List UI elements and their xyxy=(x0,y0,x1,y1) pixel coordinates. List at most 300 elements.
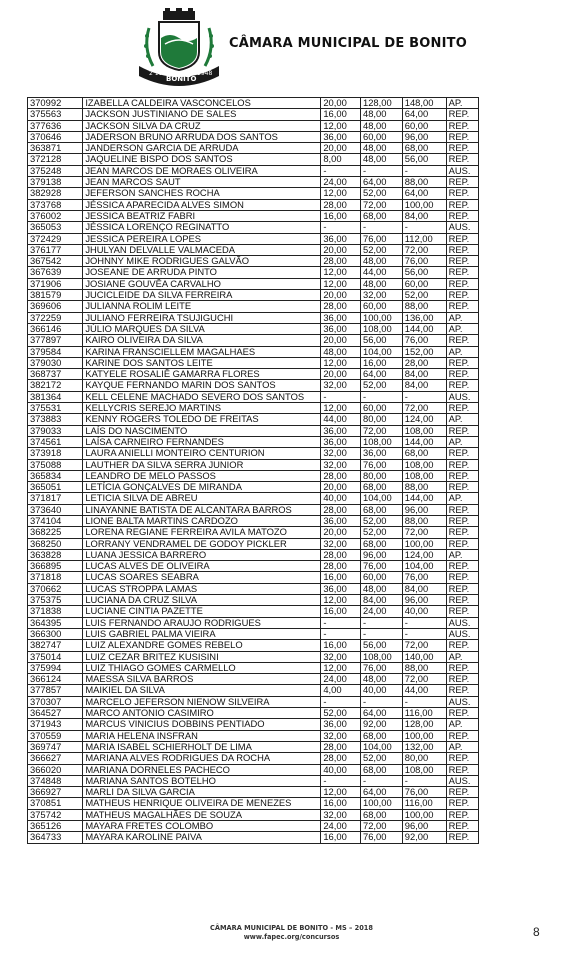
cell-total: 108,00 xyxy=(402,470,446,481)
cell-score-1: 12,00 xyxy=(321,357,361,368)
cell-score-1: 32,00 xyxy=(321,730,361,741)
cell-code: 371817 xyxy=(28,493,83,504)
cell-status: AP. xyxy=(446,414,478,425)
table-row xyxy=(28,120,479,131)
cell-name: JESSICA PEREIRA LOPES xyxy=(83,233,321,244)
cell-score-1: 12,00 xyxy=(321,278,361,289)
table-row xyxy=(28,346,479,357)
organization-title: CÂMARA MUNICIPAL DE BONITO xyxy=(229,36,467,51)
cell-total: 76,00 xyxy=(402,335,446,346)
table-row xyxy=(28,425,479,436)
cell-status: REP. xyxy=(446,403,478,414)
cell-score-1: 8,00 xyxy=(321,154,361,165)
table-row xyxy=(28,301,479,312)
cell-score-1: 16,00 xyxy=(321,572,361,583)
cell-status: AP. xyxy=(446,549,478,560)
cell-score-1: 20,00 xyxy=(321,290,361,301)
cell-code: 370662 xyxy=(28,583,83,594)
cell-status: REP. xyxy=(446,448,478,459)
cell-score-2: 48,00 xyxy=(361,154,403,165)
cell-name: MATHEUS MAGALHÃES DE SOUZA xyxy=(83,809,321,820)
cell-code: 364527 xyxy=(28,708,83,719)
cell-total: 100,00 xyxy=(402,538,446,549)
table-row xyxy=(28,165,479,176)
cell-score-1: 4,00 xyxy=(321,685,361,696)
cell-total: 88,00 xyxy=(402,482,446,493)
cell-total: 100,00 xyxy=(402,199,446,210)
cell-total: 88,00 xyxy=(402,662,446,673)
cell-code: 370851 xyxy=(28,798,83,809)
cell-status: AP. xyxy=(446,436,478,447)
cell-code: 375375 xyxy=(28,595,83,606)
cell-status: REP. xyxy=(446,233,478,244)
cell-score-1: 24,00 xyxy=(321,821,361,832)
cell-total: 144,00 xyxy=(402,436,446,447)
cell-code: 365051 xyxy=(28,482,83,493)
cell-score-2: 68,00 xyxy=(361,504,403,515)
cell-score-2: 60,00 xyxy=(361,301,403,312)
cell-name: JESSICA BEATRIZ FABRI xyxy=(83,210,321,221)
cell-status: REP. xyxy=(446,787,478,798)
cell-status: REP. xyxy=(446,143,478,154)
cell-code: 369606 xyxy=(28,301,83,312)
cell-score-2: 76,00 xyxy=(361,662,403,673)
cell-name: MAYARA FRETES COLOMBO xyxy=(83,821,321,832)
cell-score-2: 64,00 xyxy=(361,177,403,188)
cell-score-1: 36,00 xyxy=(321,233,361,244)
cell-score-1: 20,00 xyxy=(321,335,361,346)
table-row xyxy=(28,177,479,188)
cell-name: KAIRO OLIVEIRA DA SILVA xyxy=(83,335,321,346)
table-row xyxy=(28,527,479,538)
cell-score-1: 32,00 xyxy=(321,809,361,820)
cell-name: LUCAS SOARES SEABRA xyxy=(83,572,321,583)
cell-status: REP. xyxy=(446,120,478,131)
table-row xyxy=(28,606,479,617)
cell-code: 376002 xyxy=(28,210,83,221)
cell-score-2: 60,00 xyxy=(361,131,403,142)
cell-total: 64,00 xyxy=(402,188,446,199)
table-row xyxy=(28,222,479,233)
cell-code: 371943 xyxy=(28,719,83,730)
cell-score-2: 104,00 xyxy=(361,741,403,752)
cell-score-2: 68,00 xyxy=(361,482,403,493)
cell-score-1: 36,00 xyxy=(321,515,361,526)
cell-code: 375248 xyxy=(28,165,83,176)
cell-status: REP. xyxy=(446,290,478,301)
table-row xyxy=(28,244,479,255)
cell-total: 92,00 xyxy=(402,832,446,843)
cell-name: MARIANA SANTOS BOTELHO xyxy=(83,775,321,786)
table-row xyxy=(28,256,479,267)
cell-score-2: 48,00 xyxy=(361,143,403,154)
cell-status: REP. xyxy=(446,798,478,809)
cell-total: 40,00 xyxy=(402,606,446,617)
table-row xyxy=(28,109,479,120)
table-row xyxy=(28,233,479,244)
cell-code: 381364 xyxy=(28,391,83,402)
cell-name: JÉSSICA APARECIDA ALVES SIMON xyxy=(83,199,321,210)
cell-code: 370559 xyxy=(28,730,83,741)
cell-score-1: 16,00 xyxy=(321,640,361,651)
cell-score-1: 24,00 xyxy=(321,674,361,685)
cell-status: REP. xyxy=(446,131,478,142)
cell-name: JEAN MARCOS SAUT xyxy=(83,177,321,188)
table-row xyxy=(28,199,479,210)
cell-score-2: - xyxy=(361,165,403,176)
table-row xyxy=(28,504,479,515)
cell-code: 371906 xyxy=(28,278,83,289)
cell-code: 367542 xyxy=(28,256,83,267)
cell-score-2: 48,00 xyxy=(361,583,403,594)
cell-code: 374104 xyxy=(28,515,83,526)
cell-name: IZABELLA CALDEIRA VASCONCELOS xyxy=(83,98,321,109)
cell-total: - xyxy=(402,628,446,639)
cell-score-2: 52,00 xyxy=(361,753,403,764)
cell-name: JAQUELINE BISPO DOS SANTOS xyxy=(83,154,321,165)
cell-score-1: 12,00 xyxy=(321,787,361,798)
municipal-coat-of-arms-icon xyxy=(135,8,223,86)
cell-code: 371838 xyxy=(28,606,83,617)
cell-code: 375742 xyxy=(28,809,83,820)
cell-code: 368250 xyxy=(28,538,83,549)
cell-name: LUIS FERNANDO ARAUJO RODRIGUES xyxy=(83,617,321,628)
cell-score-2: 44,00 xyxy=(361,267,403,278)
cell-name: JÚLIO MARQUES DA SILVA xyxy=(83,323,321,334)
cell-score-1: - xyxy=(321,775,361,786)
cell-score-2: 36,00 xyxy=(361,448,403,459)
cell-name: LUIS GABRIEL PALMA VIEIRA xyxy=(83,628,321,639)
cell-name: MARIA HELENA INSFRAN xyxy=(83,730,321,741)
footer-url: www.fapec.org/concursos xyxy=(243,933,340,941)
cell-name: LORENA REGIANE FERREIRA AVILA MATOZO xyxy=(83,527,321,538)
cell-name: LUCIANE CINTIA PAZETTE xyxy=(83,606,321,617)
cell-status: REP. xyxy=(446,301,478,312)
cell-score-2: 48,00 xyxy=(361,674,403,685)
table-row xyxy=(28,323,479,334)
cell-score-2: 40,00 xyxy=(361,685,403,696)
cell-score-1: 12,00 xyxy=(321,403,361,414)
cell-status: REP. xyxy=(446,177,478,188)
cell-code: 365053 xyxy=(28,222,83,233)
cell-score-2: 108,00 xyxy=(361,436,403,447)
cell-score-2: 76,00 xyxy=(361,233,403,244)
table-row xyxy=(28,595,479,606)
cell-status: REP. xyxy=(446,369,478,380)
cell-name: LAÍS DO NASCIMENTO xyxy=(83,425,321,436)
cell-score-2: 68,00 xyxy=(361,210,403,221)
cell-score-2: 108,00 xyxy=(361,651,403,662)
cell-total: 128,00 xyxy=(402,719,446,730)
cell-code: 373640 xyxy=(28,504,83,515)
cell-total: 84,00 xyxy=(402,369,446,380)
cell-code: 375531 xyxy=(28,403,83,414)
cell-name: KAYQUE FERNANDO MARIN DOS SANTOS xyxy=(83,380,321,391)
cell-score-1: 36,00 xyxy=(321,425,361,436)
cell-status: REP. xyxy=(446,154,478,165)
cell-total: 68,00 xyxy=(402,448,446,459)
cell-code: 371818 xyxy=(28,572,83,583)
cell-score-1: 12,00 xyxy=(321,662,361,673)
cell-code: 366927 xyxy=(28,787,83,798)
cell-total: 72,00 xyxy=(402,527,446,538)
table-body xyxy=(28,98,479,844)
cell-score-1: 32,00 xyxy=(321,459,361,470)
cell-status: REP. xyxy=(446,640,478,651)
cell-status: REP. xyxy=(446,357,478,368)
cell-code: 373918 xyxy=(28,448,83,459)
cell-code: 366146 xyxy=(28,323,83,334)
table-row xyxy=(28,685,479,696)
cell-name: LAURA ANIELLI MONTEIRO CENTURION xyxy=(83,448,321,459)
table-row xyxy=(28,154,479,165)
table-row xyxy=(28,572,479,583)
cell-status: REP. xyxy=(446,482,478,493)
cell-status: REP. xyxy=(446,199,478,210)
cell-total: 60,00 xyxy=(402,278,446,289)
cell-total: 124,00 xyxy=(402,414,446,425)
cell-total: 84,00 xyxy=(402,380,446,391)
cell-score-1: 32,00 xyxy=(321,538,361,549)
cell-name: KARINA FRANSCIELLEM MAGALHAES xyxy=(83,346,321,357)
cell-score-2: 76,00 xyxy=(361,459,403,470)
table-row xyxy=(28,674,479,685)
cell-score-2: 64,00 xyxy=(361,708,403,719)
cell-total: 68,00 xyxy=(402,143,446,154)
logo-city-name: BONITO xyxy=(166,75,197,83)
cell-score-1: 28,00 xyxy=(321,504,361,515)
cell-status: REP. xyxy=(446,244,478,255)
cell-status: AUS. xyxy=(446,165,478,176)
cell-total: 96,00 xyxy=(402,504,446,515)
cell-code: 375994 xyxy=(28,662,83,673)
cell-code: 373883 xyxy=(28,414,83,425)
cell-code: 381579 xyxy=(28,290,83,301)
cell-total: 76,00 xyxy=(402,572,446,583)
cell-name: LIONE BALTA MARTINS CARDOZO xyxy=(83,515,321,526)
cell-status: AUS. xyxy=(446,617,478,628)
cell-name: JULIANNA ROLIM LEITE xyxy=(83,301,321,312)
cell-score-2: 52,00 xyxy=(361,244,403,255)
cell-score-1: 20,00 xyxy=(321,482,361,493)
table-row xyxy=(28,764,479,775)
cell-name: JACKSON SILVA DA CRUZ xyxy=(83,120,321,131)
cell-score-1: 20,00 xyxy=(321,244,361,255)
cell-total: 96,00 xyxy=(402,821,446,832)
table-row xyxy=(28,549,479,560)
cell-score-2: 64,00 xyxy=(361,369,403,380)
cell-score-2: 48,00 xyxy=(361,256,403,267)
table-row xyxy=(28,312,479,323)
cell-name: LINAYANNE BATISTA DE ALCANTARA BARROS xyxy=(83,504,321,515)
cell-name: KELLYCRIS SEREJO MARTINS xyxy=(83,403,321,414)
cell-status: REP. xyxy=(446,278,478,289)
footer-title: CÂMARA MUNICIPAL DE BONITO - MS – 2018 xyxy=(210,924,373,932)
cell-score-1: 48,00 xyxy=(321,346,361,357)
cell-score-2: 52,00 xyxy=(361,380,403,391)
table-row xyxy=(28,403,479,414)
cell-code: 379138 xyxy=(28,177,83,188)
cell-status: AP. xyxy=(446,719,478,730)
cell-score-2: 64,00 xyxy=(361,787,403,798)
cell-score-1: 32,00 xyxy=(321,380,361,391)
table-row xyxy=(28,628,479,639)
cell-score-2: 16,00 xyxy=(361,357,403,368)
cell-total: 132,00 xyxy=(402,741,446,752)
cell-code: 368225 xyxy=(28,527,83,538)
cell-score-1: - xyxy=(321,165,361,176)
table-row xyxy=(28,448,479,459)
cell-score-2: 56,00 xyxy=(361,335,403,346)
cell-score-2: 84,00 xyxy=(361,595,403,606)
cell-name: MARIANA DORNELES PACHECO xyxy=(83,764,321,775)
cell-name: LEANDRO DE MELO PASSOS xyxy=(83,470,321,481)
cell-code: 382928 xyxy=(28,188,83,199)
table-row xyxy=(28,775,479,786)
cell-code: 364395 xyxy=(28,617,83,628)
cell-name: JOHNNY MIKE RODRIGUES GALVÃO xyxy=(83,256,321,267)
cell-score-1: 36,00 xyxy=(321,323,361,334)
cell-status: AP. xyxy=(446,346,478,357)
cell-name: MARIA ISABEL SCHIERHOLT DE LIMA xyxy=(83,741,321,752)
table-row xyxy=(28,493,479,504)
cell-score-1: 16,00 xyxy=(321,798,361,809)
table-row xyxy=(28,482,479,493)
cell-total: - xyxy=(402,696,446,707)
cell-total: 56,00 xyxy=(402,154,446,165)
cell-score-1: 28,00 xyxy=(321,741,361,752)
cell-score-1: 44,00 xyxy=(321,414,361,425)
cell-status: AP. xyxy=(446,312,478,323)
table-row xyxy=(28,640,479,651)
cell-code: 379584 xyxy=(28,346,83,357)
cell-name: LETICIA SILVA DE ABREU xyxy=(83,493,321,504)
cell-code: 372429 xyxy=(28,233,83,244)
cell-score-1: - xyxy=(321,222,361,233)
table-row xyxy=(28,730,479,741)
cell-score-2: 52,00 xyxy=(361,188,403,199)
table-row xyxy=(28,459,479,470)
cell-score-2: 100,00 xyxy=(361,798,403,809)
cell-name: LAUTHER DA SILVA SERRA JUNIOR xyxy=(83,459,321,470)
cell-code: 377636 xyxy=(28,120,83,131)
table-row xyxy=(28,719,479,730)
cell-name: JEAN MARCOS DE MORAES OLIVEIRA xyxy=(83,165,321,176)
cell-name: JANDERSON GARCIA DE ARRUDA xyxy=(83,143,321,154)
cell-status: REP. xyxy=(446,210,478,221)
cell-name: KELL CELENE MACHADO SEVERO DOS SANTOS xyxy=(83,391,321,402)
cell-score-2: 48,00 xyxy=(361,109,403,120)
cell-name: MARCUS VINICIUS DOBBINS PENTIADO xyxy=(83,719,321,730)
cell-status: AUS. xyxy=(446,775,478,786)
cell-status: AP. xyxy=(446,493,478,504)
cell-score-2: 72,00 xyxy=(361,425,403,436)
cell-score-2: 104,00 xyxy=(361,493,403,504)
cell-status: REP. xyxy=(446,730,478,741)
table-row xyxy=(28,436,479,447)
cell-code: 370646 xyxy=(28,131,83,142)
cell-name: LORRANY VENDRAMEL DE GODOY PICKLER xyxy=(83,538,321,549)
cell-score-1: 36,00 xyxy=(321,719,361,730)
cell-code: 377897 xyxy=(28,335,83,346)
cell-code: 379030 xyxy=(28,357,83,368)
cell-name: KARINE DOS SANTOS LEITE xyxy=(83,357,321,368)
page-number: 8 xyxy=(533,925,540,939)
table-row xyxy=(28,131,479,142)
cell-score-2: 108,00 xyxy=(361,323,403,334)
cell-name: MAESSA SILVA BARROS xyxy=(83,674,321,685)
cell-score-2: 48,00 xyxy=(361,278,403,289)
page-footer xyxy=(0,924,583,942)
table-row xyxy=(28,708,479,719)
table-row xyxy=(28,290,479,301)
cell-total: - xyxy=(402,391,446,402)
cell-score-2: 80,00 xyxy=(361,414,403,425)
table-row xyxy=(28,741,479,752)
cell-total: 96,00 xyxy=(402,131,446,142)
cell-score-1: - xyxy=(321,628,361,639)
cell-score-1: - xyxy=(321,696,361,707)
cell-score-1: 12,00 xyxy=(321,267,361,278)
cell-score-1: 32,00 xyxy=(321,651,361,662)
cell-score-2: 52,00 xyxy=(361,515,403,526)
cell-score-1: 16,00 xyxy=(321,109,361,120)
cell-total: 108,00 xyxy=(402,459,446,470)
cell-score-2: - xyxy=(361,617,403,628)
cell-status: REP. xyxy=(446,109,478,120)
cell-score-2: - xyxy=(361,775,403,786)
table-row xyxy=(28,380,479,391)
cell-status: REP. xyxy=(446,685,478,696)
cell-status: REP. xyxy=(446,674,478,685)
table-row xyxy=(28,821,479,832)
cell-status: AP. xyxy=(446,741,478,752)
cell-name: LUANA JESSICA BARRERO xyxy=(83,549,321,560)
cell-total: 44,00 xyxy=(402,685,446,696)
cell-score-1: 28,00 xyxy=(321,256,361,267)
cell-status: AUS. xyxy=(446,628,478,639)
cell-code: 375014 xyxy=(28,651,83,662)
table-row xyxy=(28,798,479,809)
cell-total: 116,00 xyxy=(402,708,446,719)
cell-status: REP. xyxy=(446,595,478,606)
page-header xyxy=(0,0,583,90)
cell-status: REP. xyxy=(446,470,478,481)
cell-score-2: 60,00 xyxy=(361,403,403,414)
cell-status: REP. xyxy=(446,504,478,515)
cell-code: 379033 xyxy=(28,425,83,436)
cell-code: 367639 xyxy=(28,267,83,278)
cell-name: JUCICLEIDE DA SILVA FERREIRA xyxy=(83,290,321,301)
table-row xyxy=(28,787,479,798)
cell-name: JHULYAN DELVALLE VALMACEDA xyxy=(83,244,321,255)
cell-total: 108,00 xyxy=(402,425,446,436)
cell-name: KATYELE ROSALIÊ GAMARRA FLORES xyxy=(83,369,321,380)
cell-score-2: 68,00 xyxy=(361,764,403,775)
cell-status: AUS. xyxy=(446,222,478,233)
cell-total: 28,00 xyxy=(402,357,446,368)
cell-name: LUCIANA DA CRUZ SILVA xyxy=(83,595,321,606)
cell-code: 373768 xyxy=(28,199,83,210)
cell-name: JOSIANE GOUVÊA CARVALHO xyxy=(83,278,321,289)
cell-score-2: 80,00 xyxy=(361,470,403,481)
cell-code: 364733 xyxy=(28,832,83,843)
cell-code: 375088 xyxy=(28,459,83,470)
cell-code: 374561 xyxy=(28,436,83,447)
cell-name: JÉSSICA LORENÇO REGINATTO xyxy=(83,222,321,233)
cell-code: 382747 xyxy=(28,640,83,651)
cell-score-2: 76,00 xyxy=(361,832,403,843)
